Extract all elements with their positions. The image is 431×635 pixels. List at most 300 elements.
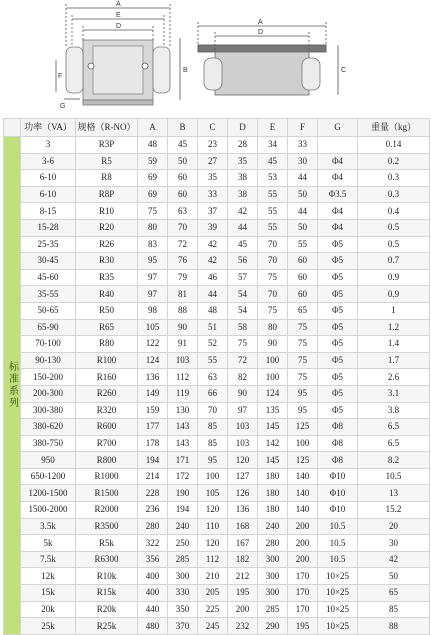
cell-d: 28 [228,137,258,154]
cell-d: 57 [228,269,258,286]
table-row [4,485,430,502]
cell-e: 300 [258,551,288,568]
cell-b: 79 [168,269,198,286]
cell-d: 103 [228,419,258,436]
cell-f: 170 [288,568,318,585]
cell-f: 30 [288,153,318,170]
cell-power: 15k [21,585,76,602]
cell-f: 60 [288,253,318,270]
cell-f: 75 [288,336,318,353]
cell-weight: 85 [358,601,430,618]
cell-g: 10×25 [318,585,358,602]
cell-power: 300-380 [21,402,76,419]
cell-b: 190 [168,485,198,502]
cell-model: R8 [76,170,138,187]
table-row [4,352,430,369]
table-row [4,336,430,353]
cell-d: 56 [228,253,258,270]
cell-e: 55 [258,219,288,236]
cell-b: 300 [168,568,198,585]
cell-c: 33 [198,186,228,203]
cell-b: 112 [168,369,198,386]
cell-b: 88 [168,302,198,319]
cell-b: 50 [168,153,198,170]
cell-a: 97 [138,269,168,286]
cell-d: 97 [228,402,258,419]
cell-b: 103 [168,352,198,369]
cell-f: 75 [288,352,318,369]
cell-power: 45-60 [21,269,76,286]
cell-model: R320 [76,402,138,419]
cell-a: 97 [138,286,168,303]
cell-weight: 20 [358,518,430,535]
cell-weight: 3.8 [358,402,430,419]
cell-d: 54 [228,286,258,303]
cell-b: 130 [168,402,198,419]
cell-e: 100 [258,369,288,386]
cell-c: 27 [198,153,228,170]
cell-model: R26 [76,236,138,253]
header-c: C [198,119,228,137]
cell-power: 50-65 [21,302,76,319]
cell-model: R8P [76,186,138,203]
cell-b: 143 [168,419,198,436]
cell-a: 48 [138,137,168,154]
cell-weight: 0.5 [358,219,430,236]
cell-f: 60 [288,269,318,286]
cell-d: 212 [228,568,258,585]
cell-c: 44 [198,286,228,303]
cell-a: 177 [138,419,168,436]
cell-c: 46 [198,269,228,286]
cell-g: Φ5 [318,269,358,286]
cell-b: 250 [168,535,198,552]
cell-weight: 2.6 [358,369,430,386]
cell-a: 159 [138,402,168,419]
cell-e: 145 [258,452,288,469]
table-row [4,551,430,568]
cell-e: 180 [258,485,288,502]
cell-a: 124 [138,352,168,369]
core-side [215,52,309,95]
cell-f: 140 [288,502,318,519]
cell-model: R10k [76,568,138,585]
cell-c: 37 [198,203,228,220]
cell-f: 75 [288,319,318,336]
coil-right-side [302,58,320,90]
cell-c: 205 [198,585,228,602]
cell-a: 95 [138,253,168,270]
cell-a: 236 [138,502,168,519]
cell-b: 70 [168,219,198,236]
cell-f: 195 [288,618,318,635]
header-a: A [138,119,168,137]
cell-b: 143 [168,435,198,452]
cell-model: R700 [76,435,138,452]
cell-model: R1500 [76,485,138,502]
label-f-left: F [58,73,63,80]
cell-c: 112 [198,551,228,568]
cell-g: 10.5 [318,518,358,535]
cell-e: 240 [258,518,288,535]
cell-a: 400 [138,585,168,602]
cell-weight: 0.7 [358,253,430,270]
cell-d: 136 [228,502,258,519]
cell-e: 290 [258,618,288,635]
cell-e: 80 [258,319,288,336]
cell-weight: 0.14 [358,137,430,154]
header-e: E [258,119,288,137]
cell-a: 322 [138,535,168,552]
cell-g: Φ4 [318,219,358,236]
cell-power: 35-55 [21,286,76,303]
cell-model: R3P [76,137,138,154]
cell-model: R30 [76,253,138,270]
cell-g: Φ5 [318,253,358,270]
cell-model: R6300 [76,551,138,568]
cell-c: 63 [198,369,228,386]
cell-model: R50 [76,302,138,319]
mount-hole-right [142,63,148,69]
cell-g: Φ10 [318,502,358,519]
table-row [4,137,430,154]
cell-f: 65 [288,302,318,319]
cell-f: 95 [288,385,318,402]
cell-d: 127 [228,468,258,485]
cell-c: 120 [198,502,228,519]
cell-a: 80 [138,219,168,236]
cell-e: 100 [258,352,288,369]
dimension-diagrams [0,0,431,114]
cell-model: R80 [76,336,138,353]
table-row [4,402,430,419]
cell-a: 69 [138,170,168,187]
cell-power: 6-10 [21,170,76,187]
cell-c: 225 [198,601,228,618]
core-window [93,46,143,94]
label-a-left: A [116,1,121,8]
cell-c: 245 [198,618,228,635]
table-row [4,535,430,552]
cell-b: 119 [168,385,198,402]
cell-d: 103 [228,435,258,452]
cell-weight: 0.2 [358,153,430,170]
cell-c: 100 [198,468,228,485]
cell-model: R5 [76,153,138,170]
cell-e: 300 [258,585,288,602]
cell-b: 171 [168,452,198,469]
cell-weight: 1.7 [358,352,430,369]
cell-b: 240 [168,518,198,535]
cell-a: 59 [138,153,168,170]
cell-e: 70 [258,286,288,303]
cell-power: 650-1200 [21,468,76,485]
cell-c: 39 [198,219,228,236]
cell-power: 7.5k [21,551,76,568]
cell-e: 45 [258,153,288,170]
cell-model: R1000 [76,468,138,485]
cell-f: 125 [288,452,318,469]
left-coil [66,47,83,93]
label-d-right: D [258,29,264,36]
cell-weight: 0.5 [358,236,430,253]
cell-g: 10.5 [318,535,358,552]
cell-g: 10.5 [318,551,358,568]
cell-b: 350 [168,601,198,618]
cell-power: 3.5k [21,518,76,535]
cell-power: 25k [21,618,76,635]
table-row [4,601,430,618]
cell-d: 200 [228,601,258,618]
cell-d: 45 [228,236,258,253]
cell-weight: 0.3 [358,186,430,203]
table-row [4,186,430,203]
cell-f: 100 [288,435,318,452]
cell-b: 76 [168,253,198,270]
cell-g: 10×25 [318,601,358,618]
cell-model: R65 [76,319,138,336]
cell-model: R5k [76,535,138,552]
cell-power: 380-620 [21,419,76,436]
cell-g: Φ5 [318,236,358,253]
cell-a: 122 [138,336,168,353]
table-row [4,170,430,187]
right-coil [153,47,170,93]
cell-f: 125 [288,419,318,436]
cell-e: 135 [258,402,288,419]
cell-g: Φ10 [318,485,358,502]
cell-f: 33 [288,137,318,154]
cell-b: 285 [168,551,198,568]
table-row [4,585,430,602]
cell-weight: 6.5 [358,435,430,452]
cell-weight: 13 [358,485,430,502]
spec-table [3,118,430,635]
cell-e: 55 [258,186,288,203]
cell-power: 25-35 [21,236,76,253]
cell-power: 90-130 [21,352,76,369]
cell-power: 8-15 [21,203,76,220]
cell-model: R40 [76,286,138,303]
cell-weight: 0.4 [358,203,430,220]
cell-f: 170 [288,601,318,618]
cell-d: 38 [228,186,258,203]
cell-c: 66 [198,385,228,402]
label-d-left: D [116,23,122,30]
cell-a: 178 [138,435,168,452]
cell-g: Φ3.5 [318,186,358,203]
cell-e: 124 [258,385,288,402]
cell-model: R25k [76,618,138,635]
table-header-row [4,119,430,137]
cell-b: 172 [168,468,198,485]
cell-b: 45 [168,137,198,154]
cell-d: 58 [228,319,258,336]
table-row [4,203,430,220]
cell-d: 75 [228,336,258,353]
cell-d: 54 [228,302,258,319]
cell-g: Φ8 [318,419,358,436]
cell-power: 950 [21,452,76,469]
cell-a: 69 [138,186,168,203]
cell-c: 52 [198,336,228,353]
cell-b: 60 [168,170,198,187]
cell-power: 70-100 [21,336,76,353]
table-row [4,369,430,386]
top-plate [198,45,326,52]
cell-c: 48 [198,302,228,319]
cell-d: 167 [228,535,258,552]
cell-e: 53 [258,170,288,187]
cell-d: 82 [228,369,258,386]
cell-f: 140 [288,485,318,502]
header-b: B [168,119,198,137]
cell-power: 1500-2000 [21,502,76,519]
cell-a: 194 [138,452,168,469]
cell-model: R800 [76,452,138,469]
cell-a: 75 [138,203,168,220]
cell-power: 20k [21,601,76,618]
cell-d: 90 [228,385,258,402]
cell-f: 50 [288,219,318,236]
cell-f: 50 [288,186,318,203]
cell-f: 140 [288,468,318,485]
cell-model: R20k [76,601,138,618]
cell-b: 370 [168,618,198,635]
cell-g: Φ4 [318,170,358,187]
cell-c: 42 [198,236,228,253]
cell-f: 95 [288,402,318,419]
side-view-drawing [198,22,338,95]
coil-left-side [204,58,222,90]
header-power: 功率（VA） [21,119,76,137]
cell-weight: 1.2 [358,319,430,336]
cell-f: 200 [288,518,318,535]
cell-g: Φ5 [318,302,358,319]
table-body [4,137,430,635]
cell-a: 400 [138,568,168,585]
cell-power: 380-750 [21,435,76,452]
cell-g: 10×25 [318,618,358,635]
table-row [4,253,430,270]
cell-d: 126 [228,485,258,502]
mount-hole-left [88,63,94,69]
cell-a: 136 [138,369,168,386]
cell-f: 170 [288,585,318,602]
table-row [4,286,430,303]
cell-f: 55 [288,236,318,253]
table-row [4,319,430,336]
cell-f: 44 [288,203,318,220]
cell-g [318,137,358,154]
cell-c: 120 [198,535,228,552]
cell-weight: 6.5 [358,419,430,436]
cell-e: 285 [258,601,288,618]
cell-b: 91 [168,336,198,353]
cell-b: 330 [168,585,198,602]
series-label-text: 标准系列 [6,361,18,410]
cell-model: R3500 [76,518,138,535]
cell-power: 150-200 [21,369,76,386]
cell-c: 55 [198,352,228,369]
cell-c: 35 [198,170,228,187]
cell-g: Φ4 [318,153,358,170]
cell-e: 90 [258,336,288,353]
header-g: G [318,119,358,137]
table-row [4,419,430,436]
cell-g: Φ5 [318,336,358,353]
cell-g: Φ4 [318,203,358,220]
cell-e: 70 [258,236,288,253]
cell-g: Φ5 [318,319,358,336]
cell-a: 356 [138,551,168,568]
cell-weight: 8.2 [358,452,430,469]
cell-model: R20 [76,219,138,236]
cell-c: 42 [198,253,228,270]
cell-a: 214 [138,468,168,485]
cell-a: 228 [138,485,168,502]
label-b-left: B [183,67,188,74]
cell-d: 35 [228,153,258,170]
cell-e: 75 [258,269,288,286]
mounting-bracket [83,100,153,105]
cell-d: 38 [228,170,258,187]
label-a-right: A [258,19,263,26]
cell-g: Φ5 [318,402,358,419]
cell-weight: 1.4 [358,336,430,353]
cell-c: 210 [198,568,228,585]
cell-power: 3-6 [21,153,76,170]
cell-c: 85 [198,435,228,452]
cell-f: 60 [288,286,318,303]
cell-g: Φ5 [318,385,358,402]
cell-g: Φ5 [318,352,358,369]
cell-a: 83 [138,236,168,253]
cell-b: 194 [168,502,198,519]
header-model: 规格（R-NO） [76,119,138,137]
cell-power: 3 [21,137,76,154]
cell-e: 180 [258,468,288,485]
cell-c: 70 [198,402,228,419]
cell-d: 72 [228,352,258,369]
cell-g: Φ5 [318,369,358,386]
cell-e: 142 [258,435,288,452]
cell-c: 85 [198,419,228,436]
cell-e: 280 [258,535,288,552]
table-row [4,435,430,452]
cell-b: 60 [168,186,198,203]
cell-f: 44 [288,170,318,187]
cell-d: 182 [228,551,258,568]
cell-d: 120 [228,452,258,469]
table-row [4,219,430,236]
label-c-right: C [341,67,347,74]
cell-weight: 3.1 [358,385,430,402]
cell-g: 10×25 [318,568,358,585]
cell-g: Φ8 [318,435,358,452]
cell-a: 105 [138,319,168,336]
cell-power: 5k [21,535,76,552]
header-corner [4,119,21,137]
front-view-drawing [56,4,180,105]
cell-weight: 42 [358,551,430,568]
cell-model: R2000 [76,502,138,519]
cell-power: 6-10 [21,186,76,203]
cell-weight: 10.5 [358,468,430,485]
cell-model: R160 [76,369,138,386]
cell-e: 75 [258,302,288,319]
cell-b: 72 [168,236,198,253]
